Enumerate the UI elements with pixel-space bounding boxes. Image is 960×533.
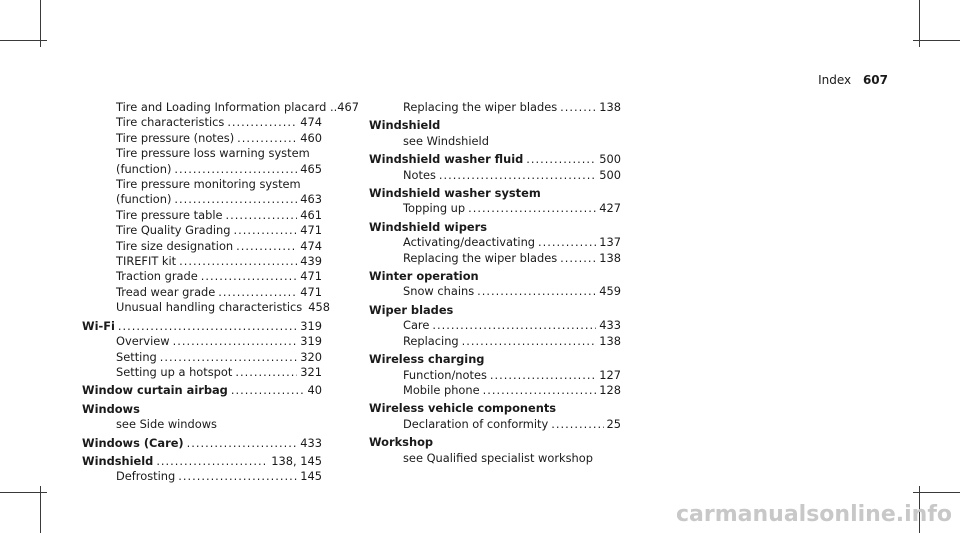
dot-leader (187, 436, 298, 451)
entry-text: Defrosting (116, 469, 176, 484)
entry-text: see Side windows (116, 417, 217, 432)
entry-page: 471 (300, 269, 322, 284)
dot-leader (432, 318, 596, 333)
dot-leader (560, 100, 596, 115)
page-header (818, 73, 888, 87)
index-subentry (82, 177, 322, 192)
entry-page: 433 (300, 435, 322, 450)
dot-leader (226, 208, 298, 223)
entry-text: Windows (82, 401, 140, 416)
entry-page: 433 (599, 318, 621, 333)
dot-leader (477, 284, 596, 299)
index-subentry (82, 192, 322, 207)
entry-text: Winter operation (369, 269, 479, 284)
entry-text: (function) (116, 192, 172, 207)
entry-text: Tire pressure (notes) (116, 130, 235, 145)
index-entry (82, 402, 322, 417)
entry-page: 427 (599, 201, 621, 216)
entry-text: Replacing the wiper blades (403, 100, 558, 114)
entry-text: Tread wear grade (116, 284, 216, 299)
index-entry (82, 454, 322, 469)
crop-mark (0, 492, 47, 493)
index-subentry (82, 115, 322, 130)
dot-leader (483, 383, 597, 398)
index-subentry (369, 334, 621, 349)
entry-text: see Windshield (403, 133, 489, 148)
entry-text: Care (403, 318, 430, 333)
dot-leader (160, 350, 297, 365)
index-subentry (82, 162, 322, 177)
entry-page: 500 (599, 167, 621, 182)
entry-text: Traction grade (116, 269, 198, 284)
entry-text: Function/notes (403, 367, 487, 382)
dot-leader (173, 334, 298, 349)
entry-page: 439 (300, 254, 322, 269)
index-subentry (82, 100, 359, 115)
entry-page: 471 (300, 284, 322, 299)
entry-page: 319 (300, 334, 322, 349)
entry-text: Replacing the wiper blades (403, 250, 558, 265)
index-entry (369, 303, 621, 318)
index-subentry (369, 134, 621, 149)
entry-page: 145 (300, 469, 322, 484)
index-entry (82, 436, 322, 451)
entry-text: Windshield (82, 453, 154, 468)
entry-text: Windows (Care) (82, 435, 184, 450)
entry-page: 128 (599, 382, 621, 397)
crop-mark (40, 486, 41, 533)
index-column-right (369, 100, 621, 466)
entry-text: Wireless charging (369, 352, 485, 367)
dot-leader (462, 334, 597, 349)
entry-text: Window curtain airbag (82, 383, 228, 398)
index-subentry (82, 417, 322, 432)
index-subentry (369, 284, 621, 299)
entry-text: Tire Quality Grading (116, 223, 231, 238)
dot-leader (227, 115, 297, 130)
entry-page: 137 (599, 235, 621, 250)
entry-page: 321 (300, 364, 322, 379)
crop-mark (0, 40, 47, 41)
entry-text: Workshop (369, 435, 434, 450)
entry-text: Mobile phone (403, 382, 480, 397)
watermark: carmanualsonline.info (676, 502, 952, 527)
entry-text: TIREFIT kit (116, 254, 177, 269)
index-subentry (369, 417, 621, 432)
entry-page: 465 (300, 161, 322, 176)
entry-page: 138 (599, 250, 621, 265)
entry-text: Setting up a hotspot (116, 364, 233, 379)
entry-page: 461 (300, 207, 322, 222)
crop-mark (913, 492, 960, 493)
index-column-left (82, 100, 359, 485)
index-subentry (82, 239, 322, 254)
dot-leader (174, 192, 297, 207)
page-number: 607 (862, 73, 888, 87)
dot-leader (235, 365, 297, 380)
entry-text: Unusual handling characteristics (116, 300, 303, 315)
entry-page: 320 (300, 349, 322, 364)
entry-page: 319 (300, 318, 322, 333)
index-entry (369, 269, 621, 284)
header-label: Index (818, 73, 852, 87)
dot-leader (179, 254, 297, 269)
index-subentry (82, 208, 322, 223)
index-subentry (369, 251, 621, 266)
entry-text: Wi-Fi (82, 318, 115, 333)
index-subentry (369, 451, 621, 466)
index-subentry (82, 334, 322, 349)
entry-page: 460 (300, 130, 322, 145)
entry-text: Wireless vehicle components (369, 401, 557, 416)
dot-leader (156, 454, 268, 469)
dot-leader (551, 417, 603, 432)
entry-page: 474 (300, 238, 322, 253)
index-subentry (82, 131, 322, 146)
index-subentry (82, 350, 322, 365)
index-subentry (82, 269, 322, 284)
index-entry (369, 401, 621, 416)
entry-page: 138 (599, 100, 621, 114)
dot-leader (118, 319, 297, 334)
index-subentry (82, 300, 330, 315)
entry-text: Windshield washer system (369, 186, 541, 201)
index-subentry (82, 285, 322, 300)
entry-page: 500 (599, 152, 621, 167)
entry-text: (function) (116, 161, 172, 176)
entry-text: see Qualified specialist workshop (403, 450, 593, 465)
entry-text: Wiper blades (369, 302, 454, 317)
index-entry (369, 220, 621, 235)
entry-page: 463 (300, 192, 322, 207)
entry-page: 40 (307, 383, 322, 398)
index-subentry (369, 318, 621, 333)
index-subentry (369, 100, 621, 115)
dot-leader (468, 201, 596, 216)
dot-leader (526, 152, 596, 167)
entry-text: Tire size designation (116, 238, 234, 253)
index-subentry (82, 469, 322, 484)
index-entry (82, 319, 322, 334)
dot-leader (231, 383, 305, 398)
entry-page: 467 (337, 100, 359, 114)
dot-leader (174, 162, 297, 177)
entry-text: Notes (403, 167, 436, 182)
index-subentry (82, 365, 322, 380)
index-entry (82, 383, 322, 398)
entry-page: 127 (599, 367, 621, 382)
entry-page: 458 (308, 300, 330, 315)
index-subentry (369, 201, 621, 216)
entry-text: Overview (116, 334, 170, 349)
entry-text: Snow chains (403, 284, 475, 299)
entry-page: 471 (300, 223, 322, 238)
entry-text: Windshield washer fluid (369, 152, 524, 167)
crop-mark (913, 40, 960, 41)
index-subentry (369, 383, 621, 398)
entry-text: Tire pressure loss warning system (116, 146, 310, 161)
index-subentry (82, 146, 322, 161)
entry-text: Windshield (369, 118, 441, 133)
dot-leader (237, 131, 297, 146)
dot-leader (218, 285, 297, 300)
index-entry (369, 352, 621, 367)
entry-page: 25 (606, 416, 621, 431)
index-subentry (369, 168, 621, 183)
entry-text: Declaration of conformity (403, 416, 549, 431)
entry-page: 138 (599, 333, 621, 348)
entry-text: Tire pressure table (116, 207, 223, 222)
dot-leader (538, 235, 596, 250)
index-subentry (82, 254, 322, 269)
entry-text: Windshield wipers (369, 219, 487, 234)
dot-leader (236, 239, 297, 254)
entry-text: Tire characteristics (116, 115, 225, 130)
index-entry (369, 152, 621, 167)
dot-leader (234, 223, 298, 238)
entry-text: Replacing (403, 333, 459, 348)
entry-text: Activating/deactivating (403, 235, 536, 250)
dot-leader (439, 168, 596, 183)
index-subentry (82, 223, 322, 238)
entry-page: 459 (599, 284, 621, 299)
index-entry (369, 186, 621, 201)
index-entry (369, 435, 621, 450)
index-subentry (369, 235, 621, 250)
dot-leader (201, 269, 297, 284)
entry-text: Tire and Loading Information placard .. (116, 100, 338, 114)
entry-text: Topping up (403, 201, 466, 216)
entry-text: Setting (116, 349, 157, 364)
entry-text: Tire pressure monitoring system (116, 177, 301, 192)
dot-leader (178, 469, 297, 484)
index-entry (369, 118, 621, 133)
dot-leader (560, 251, 596, 266)
index-subentry (369, 368, 621, 383)
entry-page: 474 (300, 115, 322, 130)
dot-leader (490, 368, 596, 383)
entry-page: 138, 145 (271, 453, 322, 468)
